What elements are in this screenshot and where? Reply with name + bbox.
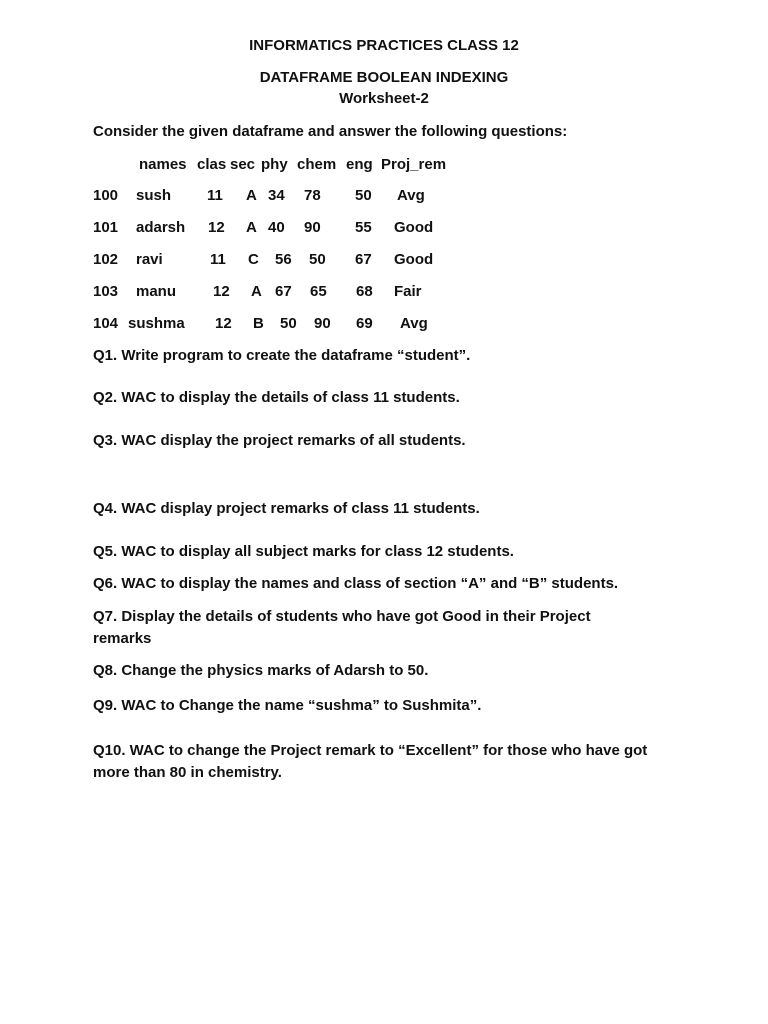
cell-clas: 12 <box>215 315 232 332</box>
cell-proj-rem: Fair <box>394 283 422 300</box>
intro-text: Consider the given dataframe and answer the following questions: <box>93 123 568 140</box>
column-header: clas <box>197 156 227 173</box>
cell-names: sush <box>136 187 172 204</box>
column-header: Proj_rem <box>381 156 447 173</box>
column-header: sec <box>230 156 256 173</box>
cell-proj-rem: Good <box>394 219 434 236</box>
cell-proj-rem: Good <box>394 251 434 268</box>
cell-phy: 67 <box>275 283 292 300</box>
question-item: Q10. WAC to change the Project remark to “Excellent” for those who have got more than 80 in chemistry. <box>93 742 648 781</box>
cell-sec: B <box>253 315 264 332</box>
cell-phy: 40 <box>268 219 285 236</box>
cell-eng: 68 <box>356 283 373 300</box>
page-subtitle: DATAFRAME BOOLEAN INDEXING <box>259 69 509 86</box>
row-index: 102 <box>93 251 119 268</box>
cell-eng: 69 <box>356 315 373 332</box>
question-item: Q4. WAC display project remarks of class 11 students. <box>93 500 480 517</box>
page-title: INFORMATICS PRACTICES CLASS 12 <box>249 37 519 54</box>
cell-proj-rem: Avg <box>400 315 428 332</box>
cell-sec: C <box>248 251 259 268</box>
question-item: Q7. Display the details of students who have got Good in their Project remarks <box>93 608 591 647</box>
question-item: Q8. Change the physics marks of Adarsh to 50. <box>93 662 429 679</box>
cell-eng: 50 <box>355 187 372 204</box>
cell-names: sushma <box>128 315 185 332</box>
cell-clas: 12 <box>213 283 230 300</box>
cell-phy: 34 <box>268 187 285 204</box>
cell-chem: 50 <box>309 251 326 268</box>
cell-eng: 67 <box>355 251 372 268</box>
cell-clas: 11 <box>210 251 226 268</box>
question-item: Q9. WAC to Change the name “sushma” to Sushmita”. <box>93 697 482 714</box>
question-item: Q6. WAC to display the names and class of section “A” and “B” students. <box>93 575 619 592</box>
row-index: 104 <box>93 315 119 332</box>
cell-names: ravi <box>136 251 163 268</box>
column-header: chem <box>297 156 337 173</box>
cell-names: manu <box>136 283 177 300</box>
cell-phy: 56 <box>275 251 292 268</box>
cell-chem: 90 <box>304 219 321 236</box>
question-item: Q5. WAC to display all subject marks for class 12 students. <box>93 543 514 560</box>
cell-sec: A <box>246 219 257 236</box>
column-header: phy <box>261 156 288 173</box>
row-index: 101 <box>93 219 119 236</box>
cell-sec: A <box>246 187 257 204</box>
cell-chem: 78 <box>304 187 321 204</box>
column-header: eng <box>346 156 373 173</box>
cell-eng: 55 <box>355 219 372 236</box>
row-index: 103 <box>93 283 119 300</box>
cell-chem: 65 <box>310 283 327 300</box>
cell-names: adarsh <box>136 219 186 236</box>
row-index: 100 <box>93 187 119 204</box>
question-item: Q3. WAC display the project remarks of all students. <box>93 432 466 449</box>
cell-clas: 12 <box>208 219 225 236</box>
cell-phy: 50 <box>280 315 297 332</box>
cell-proj-rem: Avg <box>397 187 425 204</box>
cell-clas: 11 <box>207 187 223 204</box>
question-item: Q2. WAC to display the details of class 11 students. <box>93 389 460 406</box>
worksheet-label: Worksheet-2 <box>339 90 429 107</box>
cell-chem: 90 <box>314 315 331 332</box>
cell-sec: A <box>251 283 262 300</box>
column-header: names <box>139 156 187 173</box>
question-item: Q1. Write program to create the dataframe “student”. <box>93 347 471 364</box>
